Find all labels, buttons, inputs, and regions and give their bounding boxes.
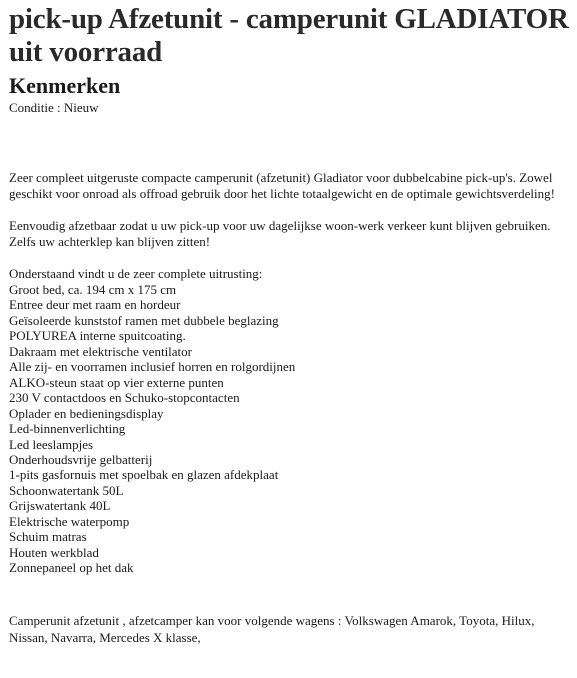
condition-text: Conditie : Nieuw — [9, 100, 99, 115]
list-item: Schoonwatertank 50L — [9, 482, 124, 498]
list-item: Elektrische waterpomp — [9, 513, 130, 529]
list-item: Oplader en bedieningsdisplay — [9, 405, 164, 421]
list-item: 1-pits gasfornuis met spoelbak en glazen afdekplaat — [9, 467, 279, 483]
list-item: Geïsoleerde kunststof ramen met dubbele beglazing — [9, 312, 279, 328]
page-title: pick-up Afzetunit - camperunit GLADIATOR uit voorraad — [9, 3, 569, 68]
list-item: 230 V contactdoos en Schuko-stopcontacten — [9, 390, 240, 406]
list-item: Houten werkblad — [9, 544, 99, 560]
list-item: POLYUREA interne spuitcoating. — [9, 328, 186, 344]
list-item: ALKO-steun staat op vier externe punten — [9, 374, 224, 390]
list-item: Onderhoudsvrije gelbatterij — [9, 451, 153, 467]
list-item: Alle zij- en voorramen inclusief horren en rolgordijnen — [9, 359, 296, 375]
list-item: Dakraam met elektrische ventilator — [9, 343, 193, 359]
list-item: Groot bed, ca. 194 cm x 175 cm — [9, 282, 177, 297]
intro-paragraph: Zeer compleet uitgeruste compacte camperunit (afzetunit) Gladiator voor dubbelcabine pick-up's. Zowel geschikt voor onroad als offroad gebruik door het lichte totaalgewicht en de optimale gewichtsverdeling! — [9, 170, 555, 201]
detachable-paragraph: Eenvoudig afzetbaar zodat u uw pick-up voor uw dagelijkse woon-werk verkeer kunt blijven gebruiken. Zelfs uw achterklep kan blijven zitten! — [9, 218, 551, 249]
document-page — [9, 0, 571, 646]
list-item: Entree deur met raam en hordeur — [9, 297, 181, 313]
list-item: Schuim matras — [9, 529, 87, 545]
list-item: Zonnepaneel op het dak — [9, 560, 134, 576]
compatibility-paragraph: Camperunit afzetunit , afzetcamper kan voor volgende wagens : Volkswagen Amarok, Toyota, Hilux, Nissan, Navarra, Mercedes X klasse, — [9, 612, 535, 645]
list-item: Led leeslampjes — [9, 436, 94, 452]
list-item: Led-binnenverlichting — [9, 421, 126, 437]
section-heading: Kenmerken — [9, 73, 121, 98]
list-item: Grijswatertank 40L — [9, 498, 111, 514]
equipment-list — [9, 282, 571, 576]
equipment-intro: Onderstaand vindt u de zeer complete uitrusting: — [9, 266, 263, 281]
